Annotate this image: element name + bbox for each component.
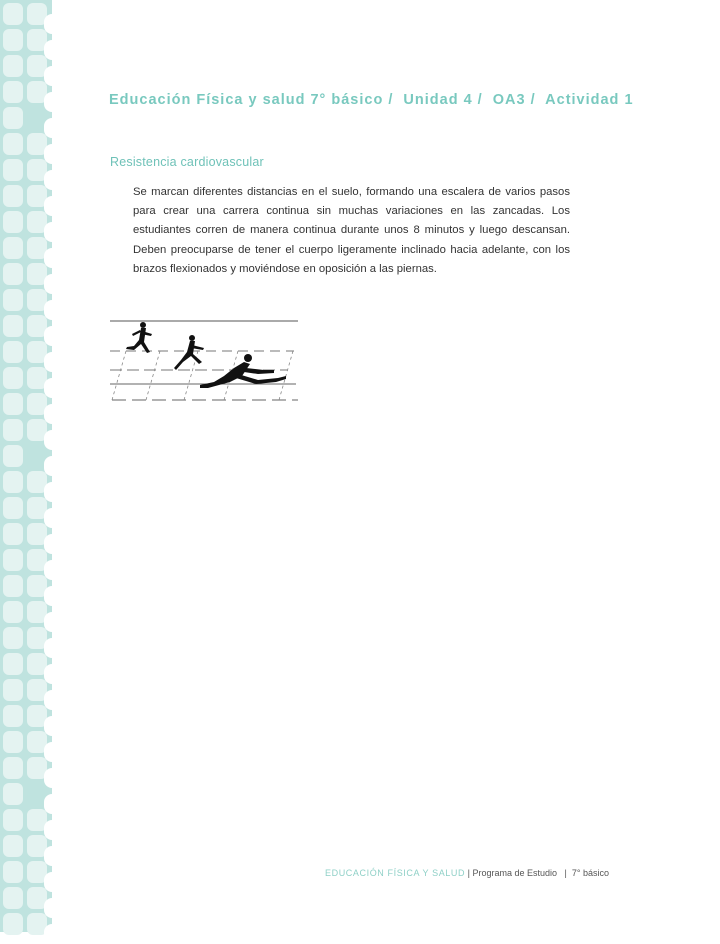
pattern-cell — [3, 835, 23, 857]
pattern-notch — [44, 560, 54, 580]
pattern-notch — [44, 612, 54, 632]
pattern-cell — [3, 861, 23, 883]
pattern-cell — [3, 29, 23, 51]
page-header-breadcrumb: Educación Física y salud 7° básico / Unidad 4 / OA3 / Actividad 1 — [109, 92, 634, 108]
pattern-notch — [44, 274, 54, 294]
pattern-cell — [3, 159, 23, 181]
pattern-notch — [44, 898, 54, 918]
pattern-cell — [3, 783, 23, 805]
pattern-notch — [44, 118, 54, 138]
side-notches — [40, 0, 54, 932]
pattern-cell — [3, 731, 23, 753]
pattern-notch — [44, 924, 54, 944]
pattern-notch — [44, 716, 54, 736]
pattern-cell — [3, 55, 23, 77]
pattern-notch — [44, 482, 54, 502]
pattern-notch — [44, 222, 54, 242]
pattern-cell — [3, 523, 23, 545]
pattern-cell — [3, 757, 23, 779]
pattern-notch — [44, 638, 54, 658]
pattern-notch — [44, 326, 54, 346]
pattern-notch — [44, 690, 54, 710]
pattern-cell — [3, 497, 23, 519]
pattern-notch — [44, 794, 54, 814]
pattern-notch — [44, 430, 54, 450]
pattern-cell — [3, 107, 23, 129]
pattern-cell — [3, 575, 23, 597]
pattern-notch — [44, 534, 54, 554]
pattern-cell — [3, 887, 23, 909]
pattern-notch — [44, 300, 54, 320]
pattern-cell — [3, 627, 23, 649]
pattern-notch — [44, 248, 54, 268]
pattern-notch — [44, 404, 54, 424]
pattern-cell — [3, 653, 23, 675]
pattern-cell — [3, 81, 23, 103]
pattern-cell — [3, 211, 23, 233]
pattern-cell — [3, 367, 23, 389]
pattern-notch — [44, 92, 54, 112]
pattern-notch — [44, 144, 54, 164]
pattern-cell — [3, 705, 23, 727]
pattern-cell — [3, 549, 23, 571]
pattern-notch — [44, 664, 54, 684]
pattern-notch — [44, 378, 54, 398]
pattern-notch — [44, 352, 54, 372]
activity-description: Se marcan diferentes distancias en el suelo, formando una escalera de varios pasos para crear una carrera continua sin muchas variaciones en las zancadas. Los estudiantes corren de manera continua durante unos 8 minutos y luego descansan. Deben preocuparse de tener el cuerpo ligeramente inclinado hacia adelante, con los brazos flexionados y moviéndose en oposición a las piernas. — [133, 186, 570, 275]
pattern-notch — [44, 872, 54, 892]
pattern-cell — [3, 341, 23, 363]
footer-brand: EDUCACIÓN FÍSICA Y SALUD — [325, 868, 466, 878]
pattern-cell — [3, 315, 23, 337]
pattern-cell — [3, 289, 23, 311]
pattern-notch — [44, 586, 54, 606]
runners-icon — [108, 318, 300, 402]
pattern-cell — [3, 471, 23, 493]
footer-separator: | — [465, 868, 473, 878]
pattern-notch — [44, 768, 54, 788]
pattern-cell — [3, 237, 23, 259]
pattern-notch — [44, 820, 54, 840]
pattern-notch — [44, 456, 54, 476]
pattern-notch — [44, 742, 54, 762]
pattern-notch — [44, 40, 54, 60]
pattern-cell — [3, 419, 23, 441]
pattern-cell — [3, 809, 23, 831]
pattern-cell — [3, 133, 23, 155]
pattern-notch — [44, 508, 54, 528]
pattern-notch — [44, 14, 54, 34]
pattern-cell — [3, 3, 23, 25]
pattern-notch — [44, 66, 54, 86]
section-title: Resistencia cardiovascular — [110, 155, 264, 169]
runners-illustration — [108, 318, 300, 402]
footer-grade: 7° básico — [571, 868, 609, 878]
pattern-cell — [3, 185, 23, 207]
footer-program: Programa de Estudio — [472, 868, 557, 878]
pattern-cell — [3, 445, 23, 467]
page-footer: EDUCACIÓN FÍSICA Y SALUD | Programa de Estudio | 7° básico — [325, 868, 609, 878]
pattern-cell — [3, 679, 23, 701]
pattern-cell — [3, 263, 23, 285]
pattern-notch — [44, 846, 54, 866]
decorative-side-strip — [0, 0, 52, 932]
pattern-cell — [3, 601, 23, 623]
pattern-notch — [44, 196, 54, 216]
pattern-cell — [3, 393, 23, 415]
pattern-notch — [44, 170, 54, 190]
